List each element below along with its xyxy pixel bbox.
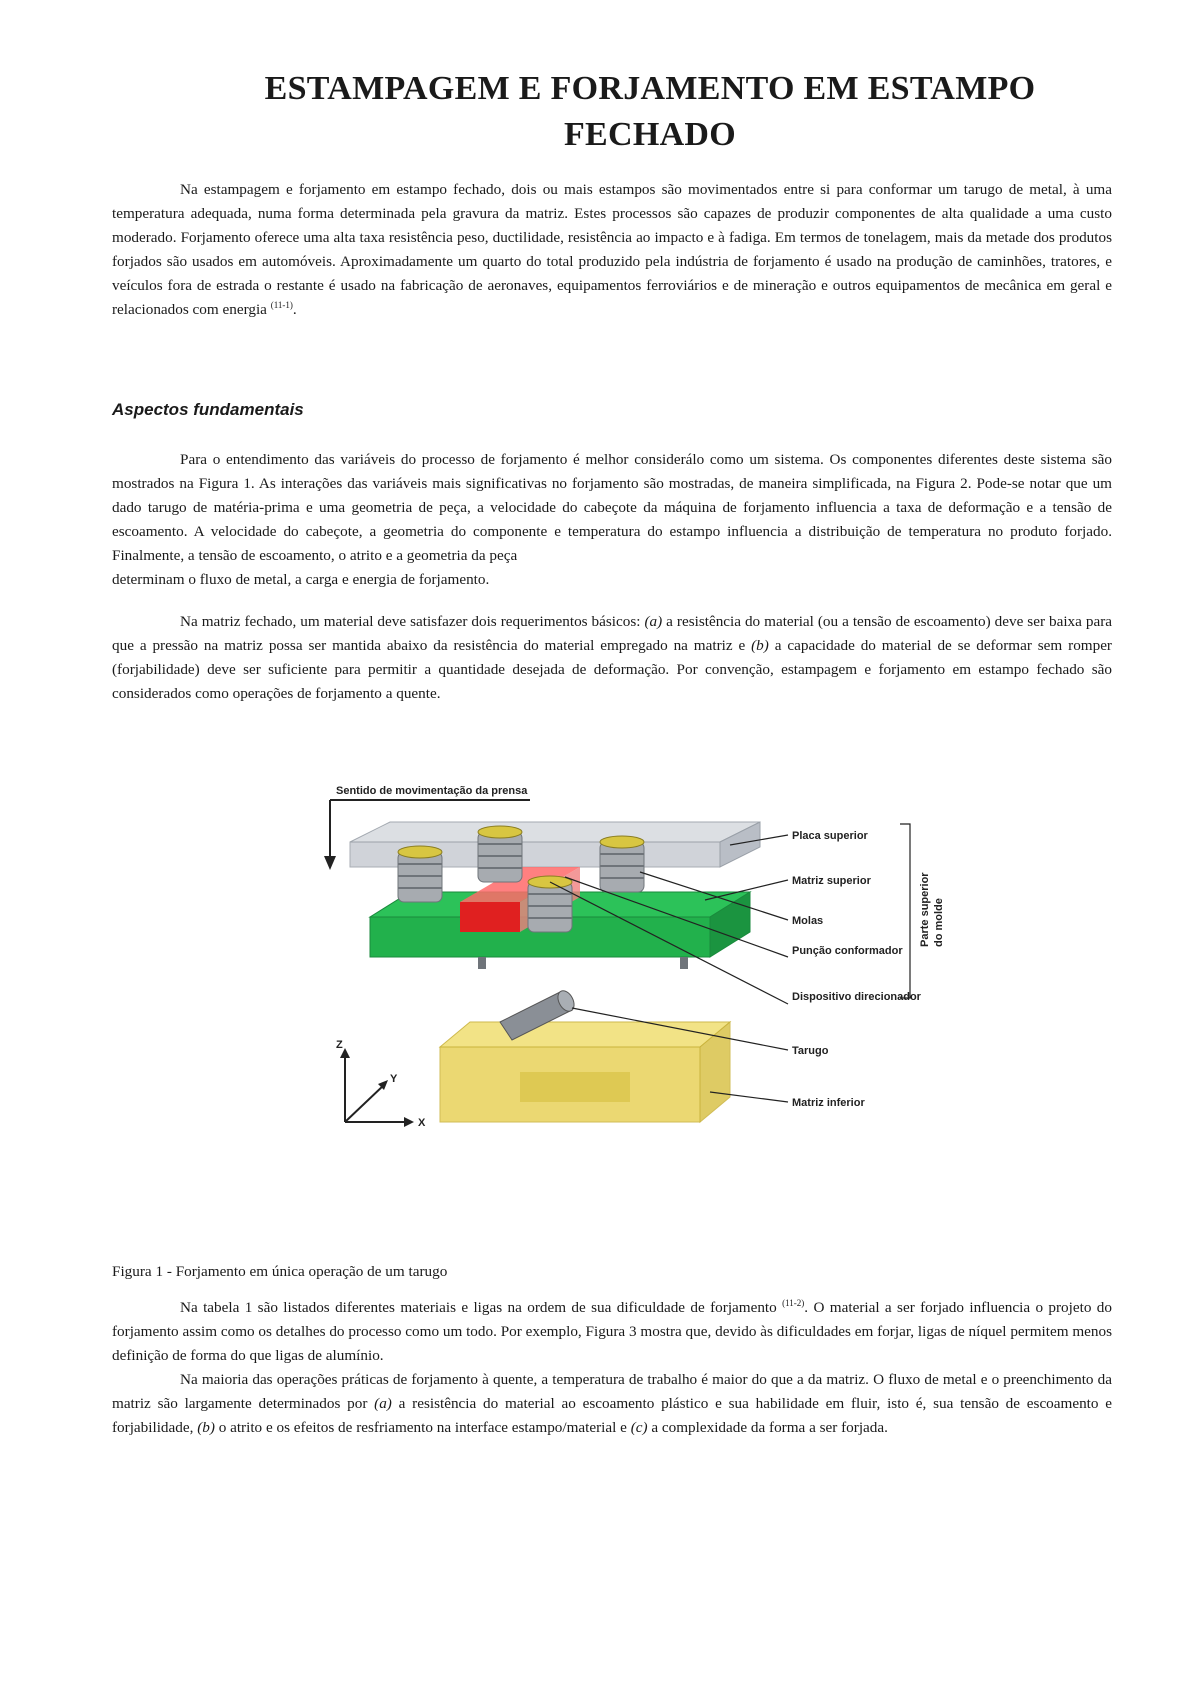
paragraph-5-item-a: (a) <box>374 1395 392 1412</box>
spring-2 <box>478 826 522 882</box>
lower-die-top <box>440 1022 730 1047</box>
intro-reference: (11-1) <box>270 299 293 310</box>
paragraph-5-part-1: Na maioria das operações práticas de forjamento à quente, a temperatura de trabalho é maior do que a da matriz. O fluxo de metal e o preenchimento da matriz são largamente determinados por <box>112 1371 1112 1412</box>
label-placa-superior: Placa superior <box>792 830 868 842</box>
spring-4 <box>528 876 572 932</box>
forging-diagram <box>310 772 970 1192</box>
paragraph-5-part-2: a resistência do material ao escoamento plástico e sua habilidade em fluir, isto é, sua tensão de escoamento e forjabilidade, <box>112 1395 1112 1436</box>
lower-die-cavity <box>520 1072 630 1102</box>
upper-plate-top <box>350 822 760 842</box>
press-direction-label: Sentido de movimentação da prensa <box>336 785 528 797</box>
paragraph-4-text: Na tabela 1 são listados diferentes materiais e ligas na ordem de sua dificuldade de forjamento <box>180 1299 783 1316</box>
title-line-2: FECHADO <box>563 116 737 153</box>
paragraph-5-part-3: o atrito e os efeitos de resfriamento na interface estampo/material e <box>214 1419 631 1436</box>
paragraph-3-item-a: (a) <box>644 613 663 630</box>
guide-pin-1 <box>478 957 486 969</box>
paragraph-5-item-b: (b) <box>197 1419 215 1436</box>
spring-1 <box>398 846 442 902</box>
label-matriz-inferior: Matriz inferior <box>792 1097 865 1109</box>
paragraph-3-part-2: a resistência do material (ou a tensão de escoamento) deve ser baixa para que a pressão na matriz possa ser mantida abaixo da resistência do material empregado na matriz e <box>112 613 1112 654</box>
label-molas: Molas <box>792 915 824 927</box>
axis-z-label: Z <box>336 1039 343 1051</box>
bracket-label-1: Parte superior <box>919 872 931 947</box>
paragraph-5-item-c: (c) <box>630 1419 648 1436</box>
axis-x-label: X <box>418 1117 426 1129</box>
paragraph-4 <box>112 1296 1112 1368</box>
paragraph-2-text: Para o entendimento das variáveis do processo de forjamento é melhor considerálo como um sistema. Os componentes diferentes deste sistema são mostrados na Figura 1. As interações das variáveis mais significativas no forjamento são mostradas, de maneira simplificada, na Figura 2. Pode-se notar que um dado tarugo de matéria-prima e uma geometria de peça, a velocidade do cabeçote da máquina de forjamento influencia a taxa de deformação e a tensão de escoamento. A velocidade do cabeçote, a geometria do componente e temperatura do estampo influencia a distribuição de temperatura no produto forjado. Finalmente, a tensão de escoamento, o atrito e a geometria da peça <box>112 451 1112 564</box>
title-line-1: ESTAMPAGEM E FORJAMENTO EM ESTAMPO <box>264 70 1036 107</box>
axis-y-label: Y <box>390 1073 398 1085</box>
label-puncao-conformador: Punção conformador <box>792 945 903 957</box>
paragraph-5-part-4: a complexidade da forma a ser forjada. <box>647 1419 888 1436</box>
label-matriz-superior: Matriz superior <box>792 875 871 887</box>
section-heading: Aspectos fundamentais <box>112 400 304 419</box>
figure-caption: Figura 1 - Forjamento em única operação de um tarugo <box>112 1263 448 1280</box>
paragraph-3-item-b: (b) <box>751 637 769 654</box>
guide-pin-2 <box>680 957 688 969</box>
bracket-label-2: do molde <box>933 898 945 947</box>
punch-front <box>460 902 520 932</box>
intro-text: Na estampagem e forjamento em estampo fechado, dois ou mais estampos são movimentados entre si para conformar um tarugo de metal, à uma temperatura adequada, numa forma determinada pela gravura da matriz. Estes processos são capazes de produzir componentes de alta qualidade a uma custo moderado. Forjamento oferece uma alta taxa resistência peso, ductilidade, resistência ao impacto e à fadiga. Em termos de tonelagem, mais da metade dos produtos forjados são usados em automóveis. Aproximadamente um quarto do total produzido pela indústria de forjamento é usado na produção de caminhões, tratores, e veículos fora de estrada o restante é usado na fabricação de aeronaves, equipamentos ferroviários e de mineração e outros equipamentos de mecânica em geral e relacionados com energia <box>112 181 1112 318</box>
paragraph-5 <box>112 1368 1112 1440</box>
paragraph-4-end: . O material a ser forjado influencia o projeto do forjamento assim como os detalhes do processo como um todo. Por exemplo, Figura 3 mostra que, devido às dificuldades em forjar, ligas de níquel permitem menos definição de forma do que ligas de alumínio. <box>112 1299 1112 1364</box>
spring-3 <box>600 836 644 892</box>
paragraph-2 <box>112 448 1112 592</box>
paragraph-2-continuation: determinam o fluxo de metal, a carga e energia de forjamento. <box>112 571 490 588</box>
label-tarugo: Tarugo <box>792 1045 829 1057</box>
intro-paragraph <box>112 178 1112 322</box>
paragraph-3-part-1: Na matriz fechado, um material deve satisfazer dois requerimentos básicos: <box>180 613 645 630</box>
document-title <box>150 66 1150 158</box>
paragraph-3 <box>112 610 1112 706</box>
paragraph-4-reference: (11-2) <box>782 1297 805 1308</box>
paragraph-3-part-3: a capacidade do material de se deformar sem romper (forjabilidade) deve ser suficiente para permitir a quantidade desejada de deformação. Por convenção, estampagem e forjamento em estampo fechado são considerados como operações de forjamento a quente. <box>112 637 1112 702</box>
label-dispositivo-direcionador: Dispositivo direcionador <box>792 991 921 1003</box>
intro-end: . <box>292 301 297 318</box>
